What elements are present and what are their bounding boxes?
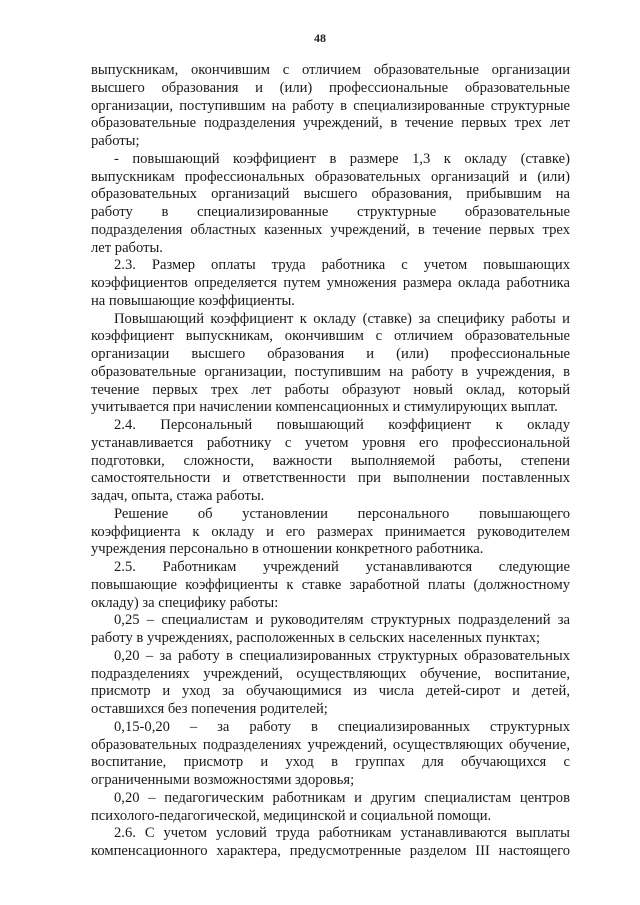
page-number: 48 [314,31,326,45]
text-line: 2.6. С учетом условий труда работникам устанавливаются выплаты [114,825,570,842]
text-line: психолого-педагогической, медицинской и социальной помощи. [91,807,492,824]
text-line: подразделения областных казенных учреждений, в течение первых трех [91,221,570,238]
text-line: 2.4. Персональный повышающий коэффициент к окладу [114,417,570,433]
text-line: образовательные организации, поступившим на работу в учреждения, в [91,363,570,380]
text-line: 0,20 – педагогическим работникам и другим специалистам центров [114,789,570,806]
text-line: Повышающий коэффициент к окладу (ставке) за специфику работы и [114,310,570,327]
text-line: организации высшего образования и (или) профессиональные [91,346,570,362]
text-line: окладу) за специфику работы: [91,594,279,611]
text-line: коэффициента к окладу и его размерах принимается руководителем [91,523,570,540]
text-line: самостоятельности и ответственности при выполнении поставленных [91,470,570,487]
text-line: компенсационного характера, предусмотренные разделом III настоящего [91,843,570,859]
text-line: коэффициентов определяется путем умножения размера оклада работника [91,275,570,291]
text-line: 0,25 – специалистам и руководителям структурных подразделений за [114,612,570,629]
text-line: образовательных подразделениях учреждений, осуществляющих обучение, [91,736,570,753]
text-line: 2.5. Работникам учреждений устанавливаются следующие [114,559,570,575]
text-line: высшего образования и (или) профессиональные образовательные [91,79,570,96]
text-line: организации, поступившим на работу в специализированные структурные [91,97,570,114]
text-line: коэффициент выпускникам, окончившим с отличием образовательные [91,328,570,345]
text-line: Решение об установлении персонального повышающего [114,505,570,522]
text-line: воспитание, присмотр и уход в группах для обучающихся с [91,754,570,771]
text-line: образовательных организаций высшего образования, прибывшим на [91,186,570,203]
text-line: работу в учреждениях, расположенных в сельских населенных пунктах; [91,630,541,646]
text-line: течение первых трех лет работы образуют новый оклад, который [91,381,570,398]
text-line: лет работы. [91,239,163,256]
text-line: на повышающие коэффициенты. [91,292,295,309]
text-line: 2.3. Размер оплаты труда работника с учетом повышающих [114,257,570,274]
text-line: присмотр и уход за обучающимися из числа детей-сирот и детей, [91,683,570,700]
text-line: 0,20 – за работу в специализированных структурных образовательных [114,647,570,664]
text-line: ограниченными возможностями здоровья; [91,772,355,788]
text-line: оставшихся без попечения родителей; [91,701,328,717]
text-line: подготовки, сложности, важности выполняемой работы, степени [91,452,570,469]
text-line: работу в специализированные структурные образовательные [91,204,570,220]
text-line: выпускникам, окончившим с отличием образовательные организации [91,62,570,78]
text-line: учитывается при начислении компенсационных и стимулирующих выплат. [91,399,558,416]
text-line: повышающие коэффициенты к ставке заработной платы (должностному [91,576,570,593]
text-line: устанавливается работнику с учетом уровня его профессиональной [91,434,570,451]
text-line: 0,15-0,20 – за работу в специализированных структурных [114,718,570,735]
text-line: - повышающий коэффициент в размере 1,3 к окладу (ставке) [114,150,570,167]
text-line: образовательные подразделения учреждений, в течение первых трех лет [91,115,570,132]
text-line: задач, опыта, стажа работы. [91,488,265,504]
text-line: подразделениях учреждений, осуществляющих обучение, воспитание, [91,665,570,682]
text-line: работы; [91,133,140,149]
text-line: учреждения персонально в отношении конкретного работника. [91,541,484,558]
document-body [91,62,570,861]
text-line: выпускникам профессиональных образовательных организаций и (или) [91,168,570,185]
